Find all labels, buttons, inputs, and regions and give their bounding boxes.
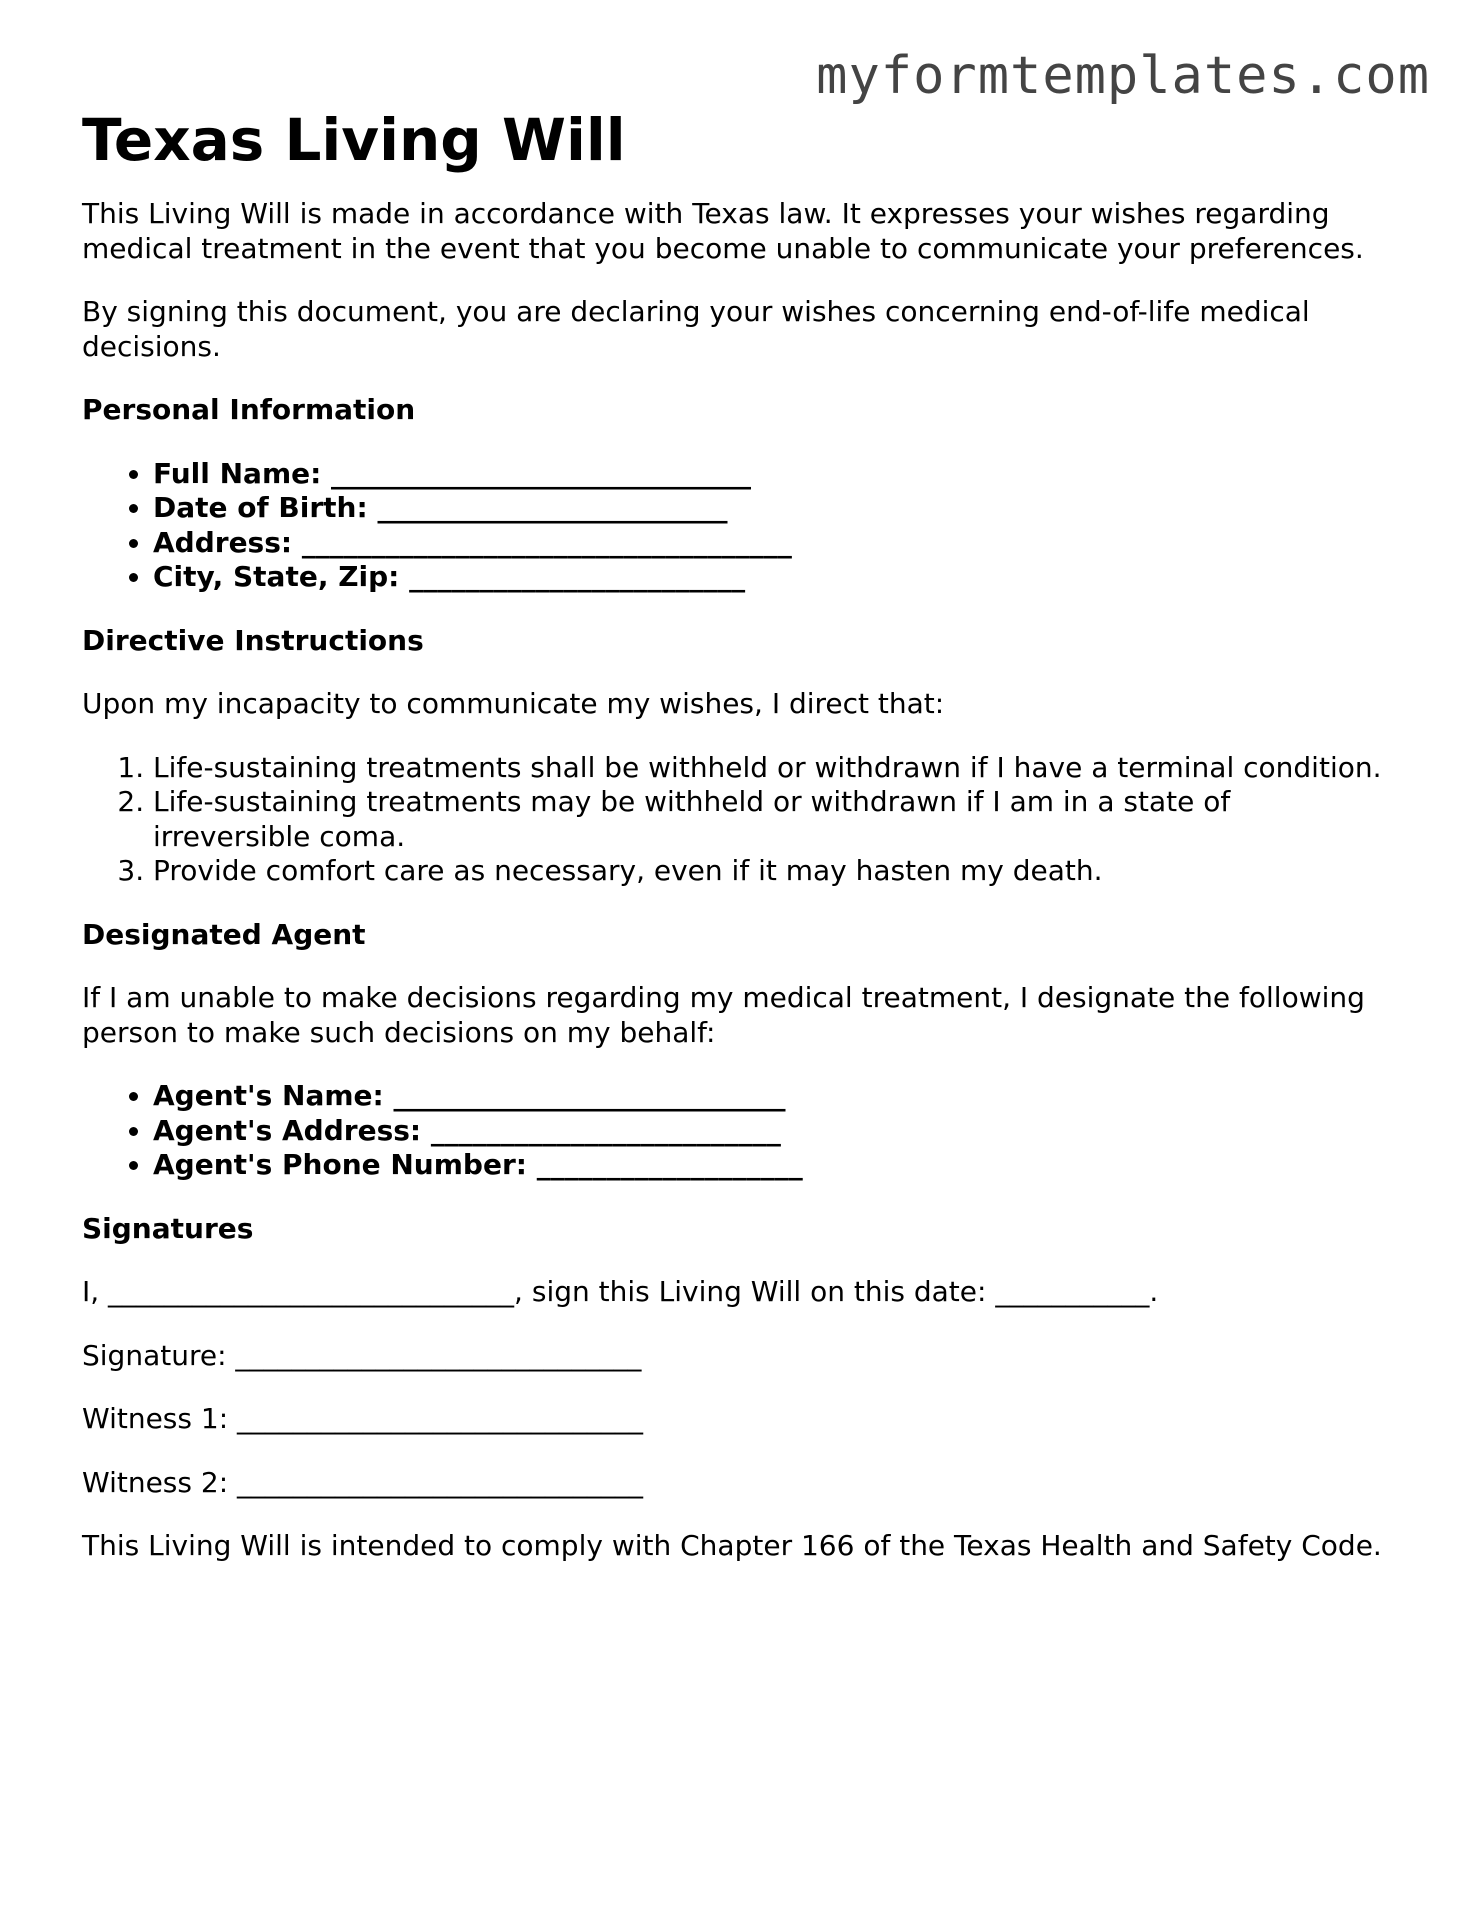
- signatures-heading: Signatures: [82, 1211, 254, 1245]
- date-of-birth-field: • Date of Birth: _________________________: [153, 491, 1392, 526]
- agent-intro: If I am unable to make decisions regarding my medical treatment, I designate the following person to make such decisions on my behalf:: [82, 981, 1365, 1049]
- directive-item-2: 2. Life-sustaining treatments may be withheld or withdrawn if I am in a state of irreversible coma.: [153, 785, 1392, 854]
- directive-list: [82, 751, 1392, 889]
- witness-1-line: Witness 1: _____________________________: [82, 1402, 644, 1435]
- full-name-field: • Full Name: ______________________________: [153, 457, 1392, 492]
- directive-item-3: 3. Provide comfort care as necessary, even if it may hasten my death.: [153, 854, 1392, 889]
- footer-note: This Living Will is intended to comply with Chapter 166 of the Texas Health and Safety Code.: [82, 1529, 1382, 1562]
- address-field: • Address: ___________________________________: [153, 526, 1392, 561]
- document-body: [82, 95, 1392, 1593]
- agent-name-field: • Agent's Name: ____________________________: [153, 1079, 1392, 1114]
- witness-2-line: Witness 2: _____________________________: [82, 1465, 644, 1499]
- site-watermark: myformtemplates.com: [816, 46, 1430, 106]
- directive-intro: Upon my incapacity to communicate my wishes, I direct that:: [82, 687, 945, 720]
- agent-heading: Designated Agent: [82, 917, 366, 951]
- agent-phone-field: • Agent's Phone Number: ___________________: [153, 1148, 1392, 1183]
- signature-line: Signature: _____________________________: [82, 1338, 642, 1372]
- page-title: Texas Living Will: [82, 106, 626, 174]
- agent-address-field: • Agent's Address: _________________________: [153, 1114, 1392, 1149]
- intro-paragraph-2: By signing this document, you are declaring your wishes concerning end-of-life medical decisions.: [82, 295, 1310, 363]
- directive-heading: Directive Instructions: [82, 623, 424, 657]
- signature-statement: I, _____________________________, sign this Living Will on this date: ___________.: [82, 1275, 1159, 1308]
- personal-info-heading: Personal Information: [82, 393, 416, 426]
- agent-list: [82, 1079, 1392, 1183]
- personal-info-list: [82, 457, 1392, 595]
- directive-item-1: 1. Life-sustaining treatments shall be withheld or withdrawn if I have a terminal condition.: [153, 751, 1392, 786]
- city-state-zip-field: • City, State, Zip: ________________________: [153, 560, 1392, 595]
- intro-paragraph-1: This Living Will is made in accordance with Texas law. It expresses your wishes regarding medical treatment in the event that you become unable to communicate your preferences.: [82, 197, 1364, 265]
